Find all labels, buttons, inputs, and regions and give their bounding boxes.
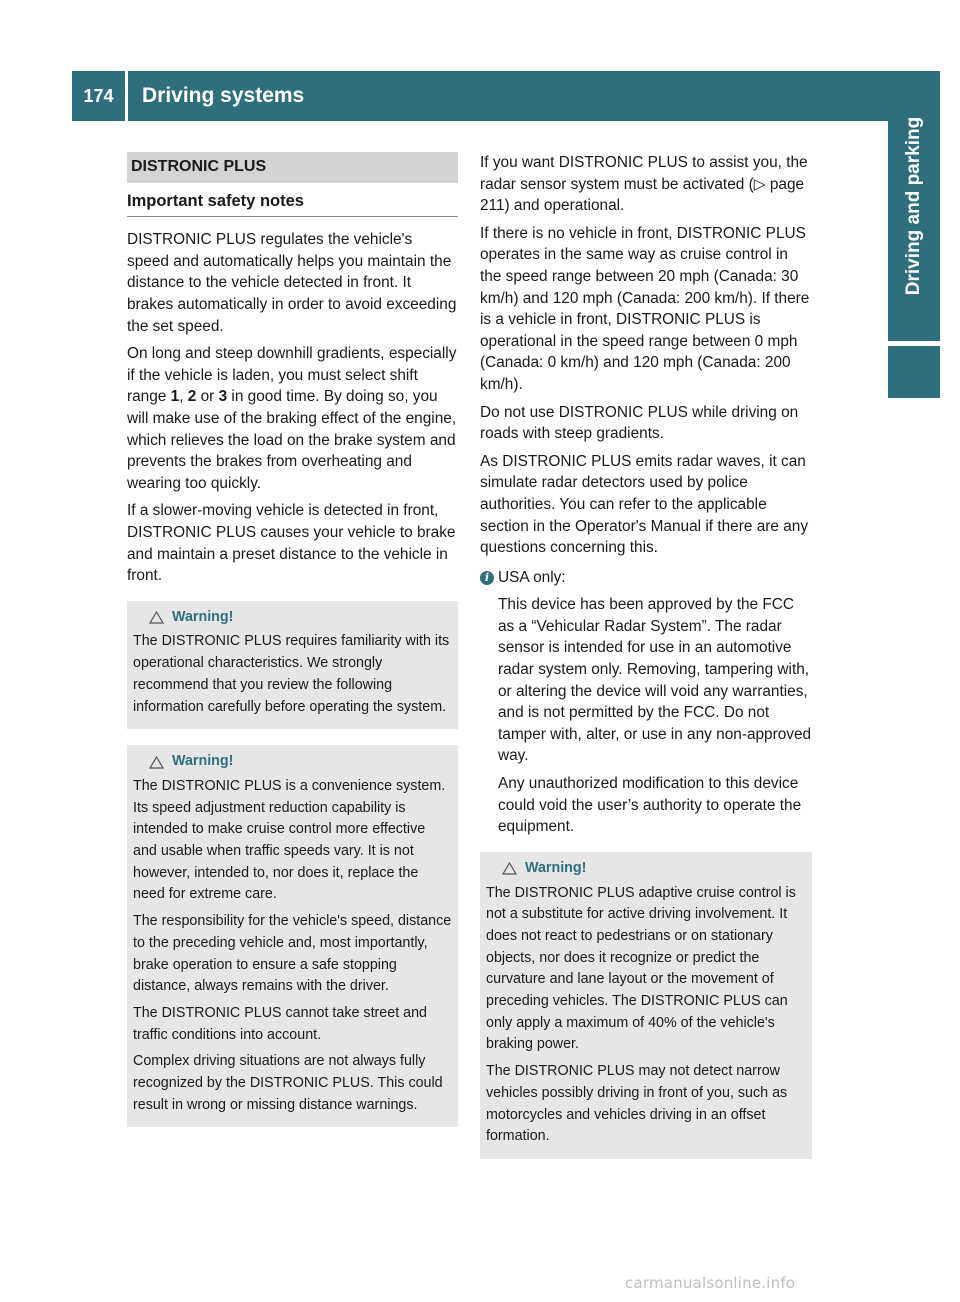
side-tab-label: Driving and parking: [903, 116, 924, 296]
warning-triangle-icon: [149, 756, 164, 769]
right-column: [480, 152, 812, 1175]
paragraph: As DISTRONIC PLUS emits radar waves, it can simulate radar detectors used by police authorities. You can refer to the applicable section in the Operator's Manual if there are any questions concerning this.: [480, 452, 809, 557]
shift-range-2: 2: [187, 388, 197, 406]
warning-text: The DISTRONIC PLUS requires familiarity with its operational characteristics. We strongly recommend that you review the following information carefully before operating the system.: [133, 633, 450, 715]
warning-text: The DISTRONIC PLUS cannot take street and traffic conditions into account.: [133, 1004, 428, 1043]
page-ref-arrow-icon: ▷: [753, 175, 766, 193]
warning-text: Complex driving situations are not always fully recognized by the DISTRONIC PLUS. This could result in wrong or missing distance warnings.: [133, 1053, 443, 1113]
info-text: This device has been approved by the FCC as a “Vehicular Radar System”. The radar sensor is intended for use in an automotive radar system only. Removing, tampering with, or altering the device will void any warranties, and is not permitted by the FCC. Do not tamper with, alter, or use in any non-approved way.: [498, 596, 812, 765]
paragraph: If there is no vehicle in front, DISTRONIC PLUS operates in the same way as cruise control in the speed range between 20 mph (Canada: 30 km/h) and 120 mph (Canada: 200 km/h). If there is a vehicle in front, DISTRONIC PLUS is operational in the speed range between 0 mph (Canada: 0 km/h) and 120 mph (Canada: 200 km/h).: [480, 224, 810, 393]
info-icon: i: [480, 571, 494, 585]
paragraph: If a slower-moving vehicle is detected in front, DISTRONIC PLUS causes your vehicle to brake and maintain a preset distance to the vehicle in front.: [127, 502, 456, 585]
warning-text: The DISTRONIC PLUS adaptive cruise control is not a substitute for active driving involvement. It does not react to pedestrians or on stationary objects, nor does it recognize or predict the curvature and lane layout or the movement of preceding vehicles. The DISTRONIC PLUS can only apply a maximum of 40% of the vehicle's braking power.: [486, 884, 796, 1053]
section-title: DISTRONIC PLUS: [127, 152, 458, 183]
warning-text: The DISTRONIC PLUS may not detect narrow vehicles possibly driving in front of you, such as motorcycles and vehicles driving in an offset formation.: [486, 1063, 788, 1145]
side-tab: [888, 71, 940, 341]
warning-box: [127, 745, 458, 1127]
left-column: [127, 152, 458, 1143]
info-title: USA only:: [498, 568, 566, 586]
footer-watermark: carmanualsonline.info: [625, 1274, 796, 1292]
warning-triangle-icon: [502, 862, 517, 875]
page-number: 174: [72, 71, 125, 121]
paragraph: DISTRONIC PLUS regulates the vehicle's speed and automatically helps you maintain the distance to the vehicle detected in front. It brakes automatically in order to avoid exceeding the set speed.: [127, 231, 457, 335]
paragraph: If you want DISTRONIC PLUS to assist you, the radar sensor system must be activated (▷ page 211) and operational.: [480, 154, 808, 215]
warning-text: The DISTRONIC PLUS is a convenience system. Its speed adjustment reduction capability is intended to make cruise control more effective and usable when traffic speeds vary. It is not however, intended to, nor does it, replace the need for extreme care.: [133, 777, 446, 903]
warning-title: Warning!: [502, 858, 806, 880]
warning-text: The responsibility for the vehicle's speed, distance to the preceding vehicle and, most importantly, brake operation to ensure a safe stopping distance, always remains with the driver.: [133, 913, 452, 995]
warning-box: [127, 601, 458, 730]
side-tab-marker: [888, 346, 940, 398]
chapter-title: Driving systems: [128, 71, 888, 121]
info-note: [480, 567, 812, 838]
shift-range-1: 1: [170, 388, 180, 406]
warning-box: [480, 852, 812, 1159]
subsection-title: Important safety notes: [127, 191, 458, 218]
paragraph: Do not use DISTRONIC PLUS while driving on roads with steep gradients.: [480, 403, 799, 443]
warning-triangle-icon: [149, 611, 164, 624]
warning-title: Warning!: [149, 607, 452, 629]
shift-range-3: 3: [218, 388, 228, 406]
info-text: Any unauthorized modification to this device could void the user’s authority to operate the equipment.: [498, 775, 802, 836]
warning-title: Warning!: [149, 751, 452, 773]
paragraph: On long and steep downhill gradients, especially if the vehicle is laden, you must select shift range 1, 2 or 3 in good time. By doing so, you will make use of the braking effect of the engine, which relieves the load on the brake system and prevents the brakes from overheating and wearing too quickly.: [127, 345, 457, 492]
